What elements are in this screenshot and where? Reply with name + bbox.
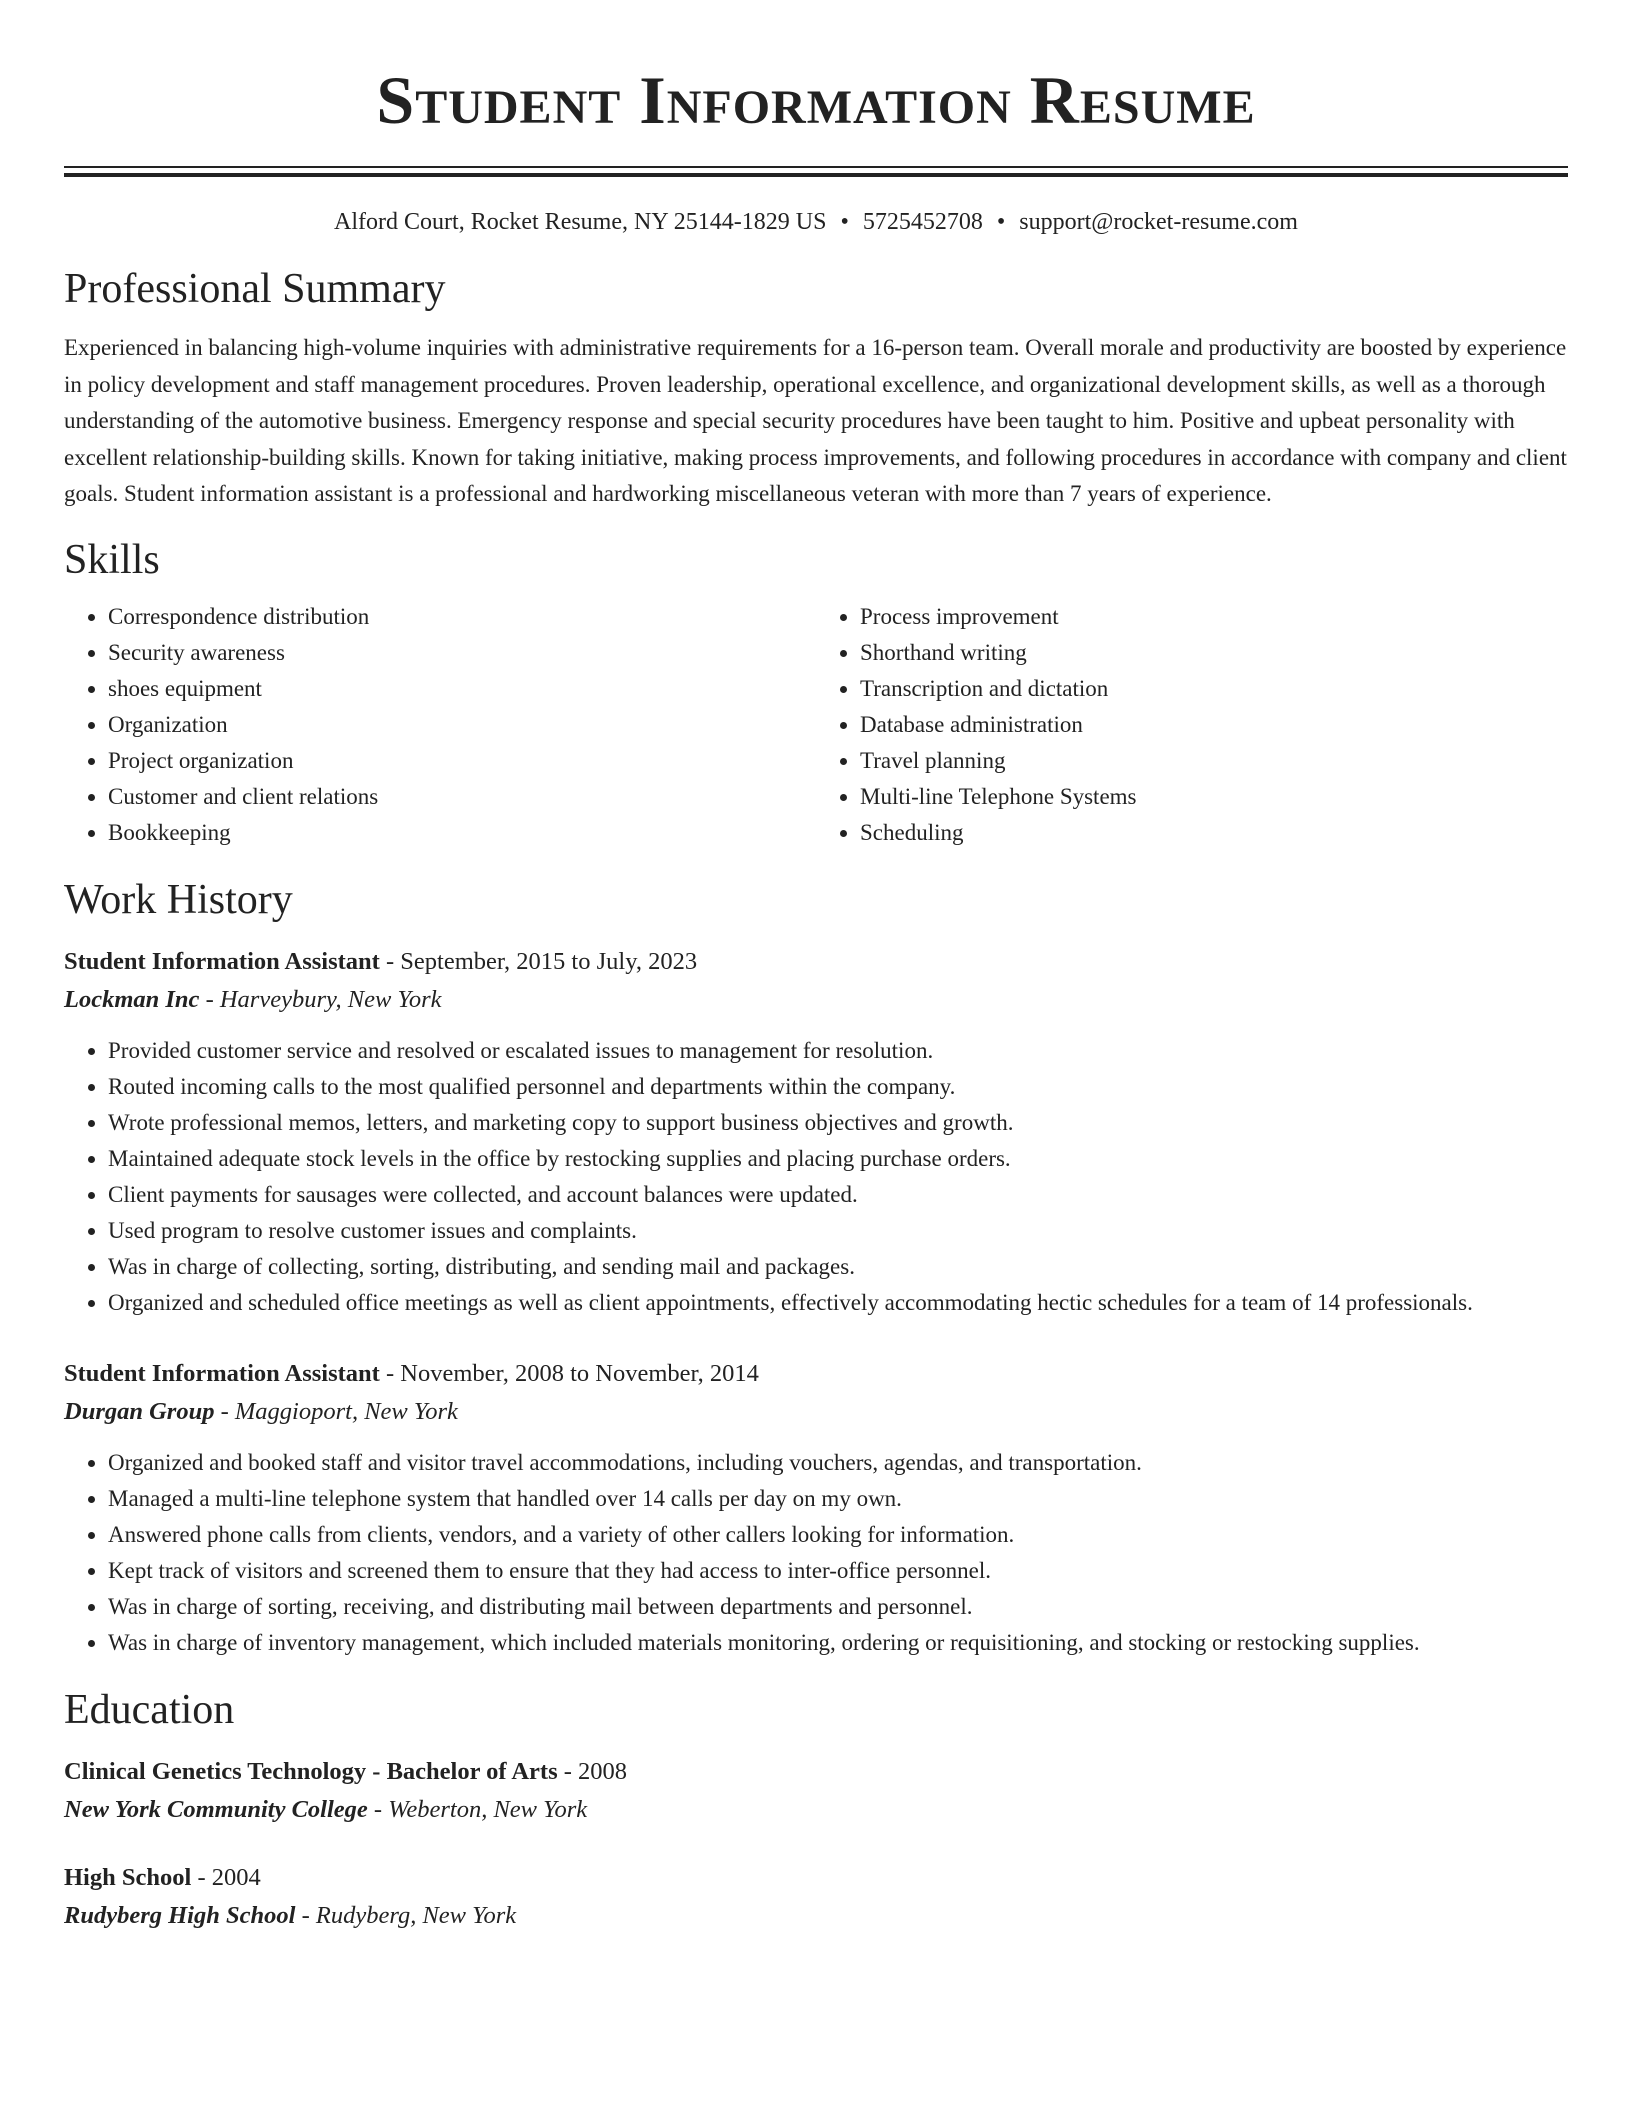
skills-heading: Skills xyxy=(64,536,160,583)
skills-list-right xyxy=(816,599,1568,851)
education-degree-line xyxy=(64,1859,1568,1897)
title-double-rule xyxy=(64,166,1568,178)
contact-separator: • xyxy=(840,209,849,235)
education-degree-line xyxy=(64,1753,1568,1791)
education-location: Weberton, New York xyxy=(388,1795,588,1823)
skill-item: • Bookkeeping xyxy=(108,815,816,851)
dash-separator: - xyxy=(199,985,220,1013)
skills-list-left xyxy=(64,599,816,851)
job-duty: • Organized and booked staff and visitor travel accommodations, including vouchers, agendas, and transportation. xyxy=(108,1445,1568,1481)
job-role: Student Information Assistant xyxy=(64,947,380,975)
contact-address: Alford Court, Rocket Resume, NY 25144-1829 US xyxy=(334,209,827,235)
job-role: Student Information Assistant xyxy=(64,1359,380,1387)
dash-separator: - xyxy=(367,1795,389,1823)
skill-item: • Process improvement xyxy=(860,599,1568,635)
professional-summary-section xyxy=(64,262,1568,513)
summary-text: Experienced in balancing high-volume inquiries with administrative requirements for a 16-person team. Overall morale and productivity are boosted by experience in policy development and staff management procedures. Proven leadership, operational excellence, and organizational development skills, as well as a thorough understanding of the automotive business. Emergency response and special security procedures have been taught to him. Positive and upbeat personality with excellent relationship-building skills. Known for taking initiative, making process improvements, and following procedures in accordance with company and client goals. Student information assistant is a professional and hardworking miscellaneous veteran with more than 7 years of experience. xyxy=(64,335,1567,506)
job-duties-list xyxy=(64,1033,1568,1321)
education-year: 2004 xyxy=(211,1863,261,1891)
job-company-line xyxy=(64,1393,1568,1431)
job-company-line xyxy=(64,981,1568,1019)
job-role-line xyxy=(64,1355,1568,1393)
education-degree: Clinical Genetics Technology - Bachelor of Arts xyxy=(64,1757,558,1785)
job-duty: • Managed a multi-line telephone system that handled over 14 calls per day on my own. xyxy=(108,1481,1568,1517)
job-duties-list xyxy=(64,1445,1568,1661)
education-year: 2008 xyxy=(578,1757,628,1785)
skill-item: • Scheduling xyxy=(860,815,1568,851)
contact-separator: • xyxy=(996,209,1006,235)
skill-item: • shoes equipment xyxy=(108,671,816,707)
resume-title: Student Information Resume xyxy=(376,62,1256,138)
education-heading: Education xyxy=(64,1686,235,1733)
job-entry xyxy=(64,943,1568,1321)
title-rule-thick xyxy=(64,173,1568,177)
dash-separator: - xyxy=(379,947,401,975)
job-duty: • Wrote professional memos, letters, and marketing copy to support business objectives and growth. xyxy=(108,1105,1568,1141)
contact-email: support@rocket-resume.com xyxy=(1019,209,1298,235)
job-duty: • Kept track of visitors and screened them to ensure that they had access to inter-office personnel. xyxy=(108,1553,1568,1589)
education-degree: High School xyxy=(64,1863,192,1891)
education-location: Rudyberg, New York xyxy=(315,1901,517,1929)
job-duty: • Was in charge of sorting, receiving, and distributing mail between departments and personnel. xyxy=(108,1589,1568,1625)
job-duty: • Answered phone calls from clients, vendors, and a variety of other callers looking for information. xyxy=(108,1517,1568,1553)
job-entry xyxy=(64,1355,1568,1661)
skill-item: • Database administration xyxy=(860,707,1568,743)
job-duty: • Was in charge of inventory management, which included materials monitoring, ordering or requisitioning, and stocking or restocking supplies. xyxy=(108,1625,1568,1661)
job-duty: • Used program to resolve customer issues and complaints. xyxy=(108,1213,1568,1249)
skills-section xyxy=(64,533,1568,851)
job-duty: • Provided customer service and resolved or escalated issues to management for resolution. xyxy=(108,1033,1568,1069)
skill-item: • Correspondence distribution xyxy=(108,599,816,635)
dash-separator: - xyxy=(557,1757,579,1785)
education-school: Rudyberg High School xyxy=(64,1901,296,1929)
education-school-line xyxy=(64,1897,1568,1935)
contact-phone: 5725452708 xyxy=(862,209,983,235)
job-dates: September, 2015 to July, 2023 xyxy=(400,947,698,975)
title-rule-thin xyxy=(64,166,1568,168)
dash-separator: - xyxy=(191,1863,212,1891)
skill-item: • Shorthand writing xyxy=(860,635,1568,671)
education-school-line xyxy=(64,1791,1568,1829)
summary-heading: Professional Summary xyxy=(64,266,446,312)
job-location: Maggioport, New York xyxy=(234,1397,458,1425)
job-duty: • Organized and scheduled office meetings as well as client appointments, effectively accommodating hectic schedules for a team of 14 professionals. xyxy=(108,1285,1568,1321)
job-duty: • Maintained adequate stock levels in the office by restocking supplies and placing purchase orders. xyxy=(108,1141,1568,1177)
job-duty: • Client payments for sausages were collected, and account balances were updated. xyxy=(108,1177,1568,1213)
job-duty: • Was in charge of collecting, sorting, distributing, and sending mail and packages. xyxy=(108,1249,1568,1285)
education-school: New York Community College xyxy=(64,1795,368,1823)
dash-separator: - xyxy=(214,1397,235,1425)
education-entry xyxy=(64,1753,1568,1829)
job-company: Lockman Inc xyxy=(64,985,200,1013)
job-company: Durgan Group xyxy=(64,1397,215,1425)
skill-item: • Transcription and dictation xyxy=(860,671,1568,707)
skill-item: • Project organization xyxy=(108,743,816,779)
work-history-heading: Work History xyxy=(64,876,293,923)
job-dates: November, 2008 to November, 2014 xyxy=(400,1359,759,1387)
skill-item: • Travel planning xyxy=(860,743,1568,779)
education-section xyxy=(64,1683,1568,1935)
job-location: Harveybury, New York xyxy=(219,985,442,1013)
skills-columns xyxy=(64,599,1568,851)
skill-item: • Customer and client relations xyxy=(108,779,816,815)
work-history-section xyxy=(64,873,1568,1661)
contact-line xyxy=(64,206,1568,238)
job-role-line xyxy=(64,943,1568,981)
education-entry xyxy=(64,1859,1568,1935)
dash-separator: - xyxy=(295,1901,316,1929)
job-duty: • Routed incoming calls to the most qualified personnel and departments within the company. xyxy=(108,1069,1568,1105)
skill-item: • Security awareness xyxy=(108,635,816,671)
dash-separator: - xyxy=(379,1359,401,1387)
skill-item: • Multi-line Telephone Systems xyxy=(860,779,1568,815)
skill-item: • Organization xyxy=(108,707,816,743)
